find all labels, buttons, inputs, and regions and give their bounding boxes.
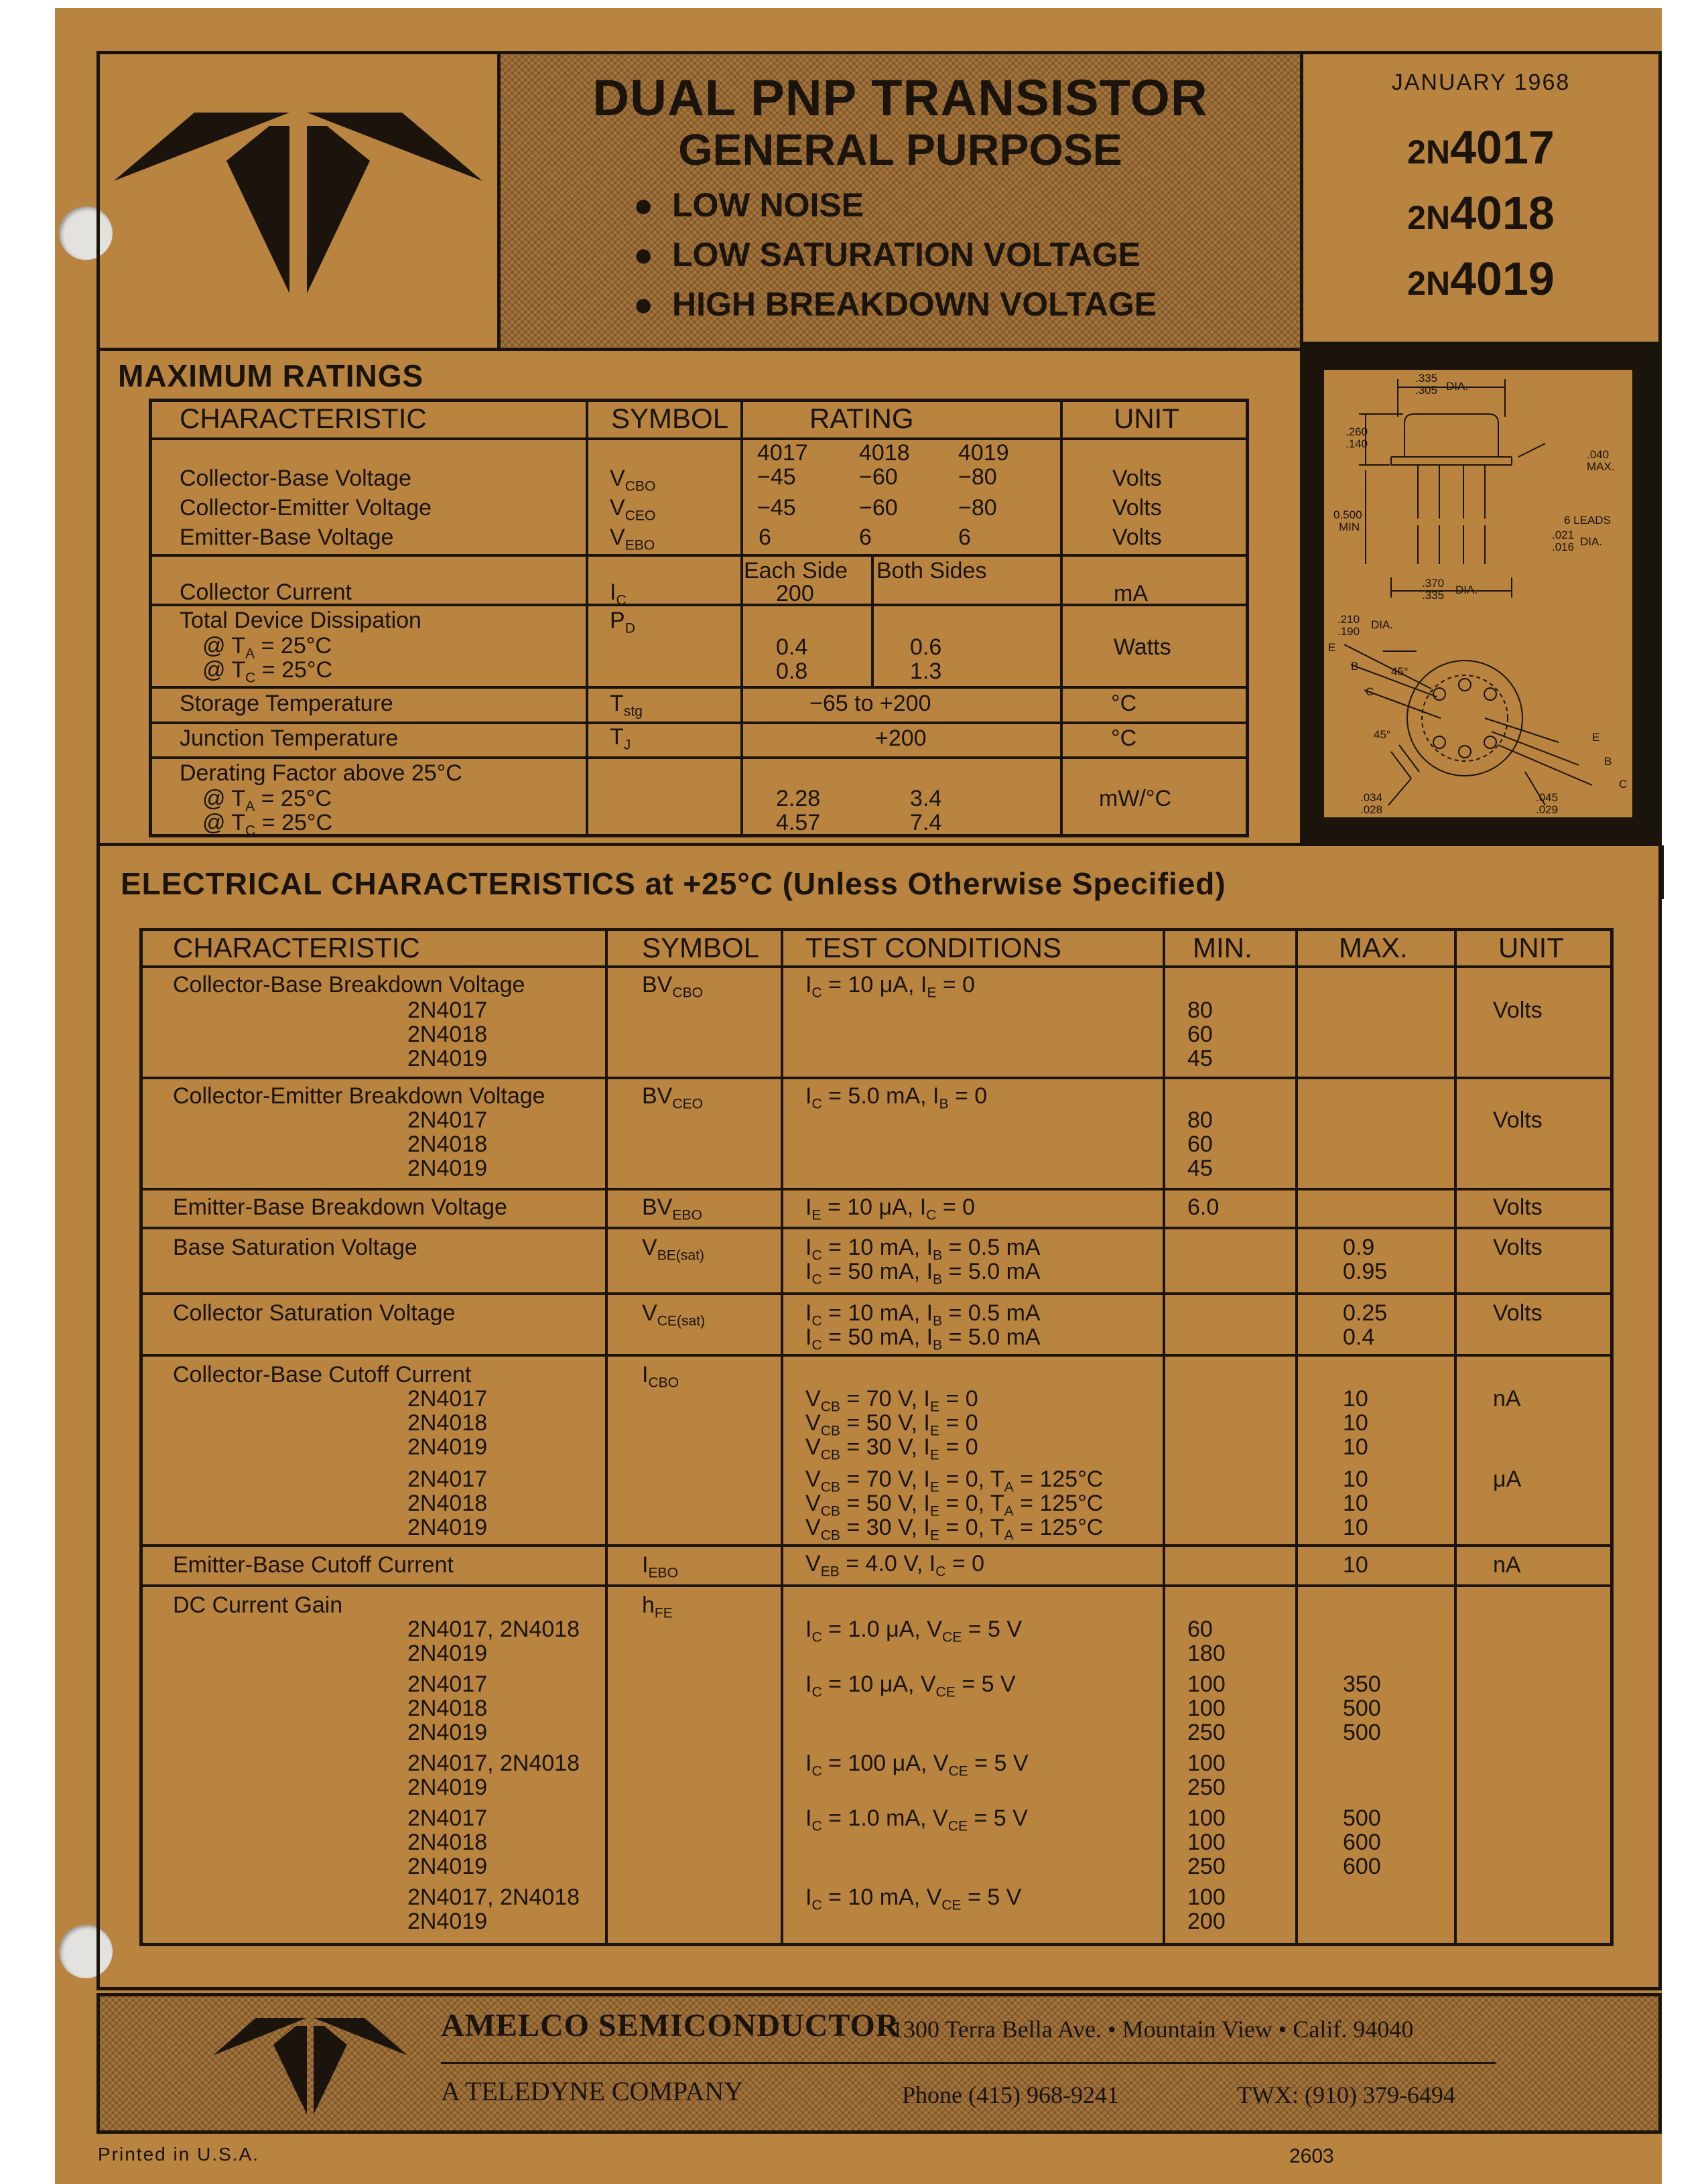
pkg-max-label: MAX.: [1587, 460, 1615, 473]
teledyne-logo: [114, 107, 482, 295]
ec-icbo-max-4: 10: [1343, 1466, 1368, 1492]
ec-vcesat-unit: Volts: [1493, 1300, 1543, 1326]
ec-iebo-symbol: $I_{EBO}$: [642, 1552, 678, 1581]
ec-icbo-unit-1: nA: [1493, 1386, 1521, 1412]
mr-ic-value: 200: [776, 581, 814, 606]
pkg-dim-bc: .210: [1337, 613, 1360, 626]
ec-bvebo-label: Emitter-Base Breakdown Voltage: [173, 1195, 507, 1220]
ec-icbo-part-3: 2N4019: [407, 1434, 488, 1460]
pkg-min-len: 0.500: [1333, 508, 1362, 521]
mr-col-4019: 4019: [958, 440, 1009, 466]
main-title: DUAL PNP TRANSISTOR: [592, 70, 1208, 127]
ec-bvcbo-label: Collector-Base Breakdown Voltage: [173, 972, 525, 998]
ec-hfe-max-4: 500: [1343, 1805, 1381, 1831]
punch-hole-bottom: [59, 1925, 113, 1978]
ec-icbo-max-1: 10: [1343, 1386, 1368, 1412]
ec-hfe-part-6: 2N4017, 2N4018: [407, 1751, 580, 1776]
footer-company: AMELCO SEMICONDUCTOR: [441, 2008, 900, 2043]
ec-hfe-part-9: 2N4018: [407, 1830, 488, 1855]
ec-iebo-max: 10: [1343, 1552, 1368, 1578]
ec-hfe-max-5: 600: [1343, 1830, 1381, 1855]
mr-pd-both-ta: 0.6: [910, 634, 942, 660]
ec-bvcbo-min-2: 60: [1187, 1022, 1213, 1047]
part-number-2: 2N4018: [1407, 187, 1555, 239]
pkg-dim-h1: .260: [1346, 425, 1368, 438]
mr-header-symbol: SYMBOL: [611, 403, 729, 434]
feature-3: ● HIGH BREAKDOWN VOLTAGE: [633, 285, 1157, 323]
ec-vcesat-cond-2: $I_C = 50$ mA, $I_B = 5.0$ mA: [805, 1324, 1041, 1353]
mr-pd-cond-tc: @ $T_C = 25^\circ C$: [202, 657, 333, 686]
mr-derating-each-ta: 2.28: [776, 786, 821, 811]
ec-hfe-cond-5: $I_C = 10$ mA, $V_{CE} = 5$ V: [805, 1885, 1022, 1913]
ec-hfe-max-1: 350: [1343, 1671, 1381, 1697]
ec-icbo-cond-1: $V_{CB} = 70$ V, $I_E = 0$: [805, 1386, 978, 1415]
ec-hfe-min-12: 200: [1187, 1909, 1226, 1934]
mr-tj-unit: °C: [1111, 726, 1137, 751]
pkg-pin-c1: C: [1366, 685, 1374, 698]
issue-date: JANUARY 1968: [1391, 70, 1571, 95]
mr-vcbo-unit: Volts: [1112, 466, 1162, 491]
ec-vbesat-symbol: $V_{BE(sat)}$: [642, 1235, 704, 1264]
ec-header-max: MAX.: [1339, 932, 1408, 963]
mr-tstg-label: Storage Temperature: [180, 691, 393, 716]
ec-bvcbo-min-3: 45: [1187, 1046, 1213, 1071]
mr-header-characteristic: CHARACTERISTIC: [180, 403, 427, 434]
ec-icbo-max-5: 10: [1343, 1491, 1368, 1516]
package-drawing: [1324, 370, 1632, 817]
pkg-dim-d1b: .305: [1415, 384, 1438, 397]
pkg-dia-3: DIA.: [1455, 584, 1478, 596]
ec-header-min: MIN.: [1193, 932, 1252, 963]
ec-bvceo-part-1: 2N4017: [407, 1107, 488, 1133]
mr-vceo-label: Collector-Emitter Voltage: [180, 495, 432, 521]
ec-hfe-min-10: 250: [1187, 1854, 1226, 1879]
mr-vebo-label: Emitter-Base Voltage: [180, 525, 394, 550]
ec-bvceo-unit: Volts: [1493, 1107, 1543, 1133]
mr-col-4018: 4018: [859, 440, 910, 466]
part-number-1: 2N4017: [1407, 121, 1555, 174]
ec-hfe-part-10: 2N4019: [407, 1854, 488, 1879]
mr-header-rating: RATING: [809, 403, 914, 434]
ec-bvcbo-cond: $I_C = 10$ μA, $I_E = 0$: [805, 972, 976, 1001]
ec-icbo-cond-6: $V_{CB} = 30$ V, $I_E = 0$, $T_A = 125^\circ C$: [805, 1515, 1104, 1544]
ec-hfe-part-1: 2N4017, 2N4018: [407, 1617, 580, 1642]
ec-hfe-min-7: 250: [1187, 1775, 1226, 1800]
mr-vebo-4017: 6: [759, 525, 771, 550]
mr-col-4017: 4017: [757, 440, 808, 466]
mr-derating-unit: mW/°C: [1099, 786, 1172, 811]
ec-vbesat-cond-2: $I_C = 50$ mA, $I_B = 5.0$ mA: [805, 1259, 1041, 1288]
ec-hfe-min-2: 180: [1187, 1641, 1226, 1666]
pkg-dia-2: DIA.: [1580, 535, 1603, 548]
ec-vcesat-symbol: $V_{CE(sat)}$: [642, 1300, 706, 1329]
printed-note: Printed in U.S.A.: [98, 2144, 259, 2165]
ec-bvceo-min-1: 80: [1187, 1107, 1213, 1133]
pkg-pin-c2: C: [1619, 778, 1628, 791]
ec-icbo-cond-2: $V_{CB} = 50$ V, $I_E = 0$: [805, 1410, 978, 1439]
mr-pd-label: Total Device Dissipation: [180, 608, 421, 633]
pkg-tab1: .034: [1360, 791, 1383, 804]
feature-1: ● LOW NOISE: [633, 186, 864, 224]
ec-hfe-cond-4: $I_C = 1.0$ mA, $V_{CE} = 5$ V: [805, 1805, 1028, 1834]
pkg-pin-b2: B: [1604, 755, 1612, 768]
mr-derating-cond-tc: @ $T_C = 25^\circ C$: [202, 810, 333, 839]
ec-icbo-unit-2: μA: [1493, 1466, 1522, 1492]
pkg-lead-db: .016: [1552, 541, 1575, 553]
mr-derating-each-tc: 4.57: [776, 810, 821, 835]
ec-icbo-max-3: 10: [1343, 1434, 1368, 1460]
ec-icbo-part-2: 2N4018: [407, 1410, 488, 1436]
electrical-table: [139, 928, 1614, 1946]
ec-bvebo-min: 6.0: [1187, 1195, 1220, 1220]
pkg-angle-1: 45°: [1391, 665, 1409, 678]
pkg-dim-d1: .335: [1415, 372, 1438, 385]
ec-iebo-label: Emitter-Base Cutoff Current: [173, 1552, 454, 1578]
ec-bvebo-cond: $I_E = 10$ μA, $I_C = 0$: [805, 1195, 976, 1223]
ec-vcesat-cond-1: $I_C = 10$ mA, $I_B = 0.5$ mA: [805, 1300, 1041, 1329]
pkg-tab2: .045: [1536, 791, 1559, 804]
pkg-tab2b: .029: [1536, 803, 1559, 816]
ec-hfe-min-9: 100: [1187, 1830, 1226, 1855]
footer-logo: [213, 2015, 407, 2116]
ec-vbesat-unit: Volts: [1493, 1235, 1543, 1260]
mr-vcbo-symbol: $V_{CBO}$: [610, 466, 656, 494]
pkg-dim-d2b: .335: [1422, 589, 1445, 602]
ec-icbo-part-6: 2N4019: [407, 1515, 488, 1540]
ec-bvcbo-min-1: 80: [1187, 998, 1213, 1023]
ec-header-unit: UNIT: [1498, 932, 1564, 963]
ec-vbesat-max-1: 0.9: [1343, 1235, 1375, 1260]
ec-header-test: TEST CONDITIONS: [805, 932, 1061, 963]
pkg-pin-b1: B: [1351, 660, 1359, 673]
ec-hfe-part-7: 2N4019: [407, 1775, 488, 1800]
ec-bvebo-unit: Volts: [1493, 1195, 1543, 1220]
ec-bvceo-part-3: 2N4019: [407, 1156, 488, 1181]
mr-vebo-symbol: $V_{EBO}$: [610, 525, 655, 553]
pkg-dim-h1b: .140: [1346, 437, 1368, 450]
document-code: 2603: [1289, 2145, 1334, 2167]
mr-derating-label: Derating Factor above 25°C: [180, 760, 462, 786]
pkg-leads: 6 LEADS: [1564, 514, 1611, 527]
mr-tstg-unit: °C: [1111, 691, 1137, 716]
pkg-pin-e1: E: [1328, 641, 1336, 654]
ec-bvceo-symbol: $BV_{CEO}$: [642, 1083, 704, 1112]
ec-bvceo-min-2: 60: [1187, 1132, 1213, 1157]
ec-vcesat-max-1: 0.25: [1343, 1300, 1388, 1326]
ec-header-characteristic: CHARACTERISTIC: [173, 932, 420, 963]
ec-hfe-part-2: 2N4019: [407, 1641, 488, 1666]
footer-phone: Phone (415) 968-9241: [902, 2081, 1119, 2108]
ec-hfe-min-6: 100: [1187, 1751, 1226, 1776]
ec-hfe-max-2: 500: [1343, 1696, 1381, 1721]
ec-vcesat-max-2: 0.4: [1343, 1324, 1375, 1350]
ec-bvceo-cond: $I_C = 5.0$ mA, $I_B = 0$: [805, 1083, 988, 1112]
mr-vceo-4019: −80: [958, 495, 997, 521]
part-number-3: 2N4019: [1407, 253, 1555, 305]
ec-hfe-min-8: 100: [1187, 1805, 1226, 1831]
ec-icbo-cond-5: $V_{CB} = 50$ V, $I_E = 0$, $T_A = 125^\circ C$: [805, 1491, 1104, 1519]
ec-hfe-part-11: 2N4017, 2N4018: [407, 1885, 580, 1910]
mr-ic-symbol: $I_C$: [610, 579, 627, 608]
mr-tj-value: +200: [875, 726, 927, 751]
ec-bvcbo-unit: Volts: [1493, 998, 1543, 1023]
mr-vcbo-label: Collector-Base Voltage: [180, 466, 411, 491]
ec-bvcbo-part-3: 2N4019: [407, 1046, 488, 1071]
ec-hfe-part-5: 2N4019: [407, 1720, 488, 1745]
title-block: [501, 54, 1300, 348]
ec-hfe-cond-1: $I_C = 1.0$ μA, $V_{CE} = 5$ V: [805, 1617, 1023, 1645]
pkg-dia-1: DIA.: [1446, 380, 1469, 393]
pkg-min-label: MIN: [1339, 521, 1360, 533]
ec-hfe-min-1: 60: [1187, 1617, 1213, 1642]
mr-pd-both-tc: 1.3: [910, 659, 942, 684]
pkg-dim-bcb: .190: [1337, 625, 1360, 638]
mr-pd-cond-ta: @ $T_A = 25^\circ C$: [202, 633, 332, 662]
ec-bvcbo-symbol: $BV_{CBO}$: [642, 972, 704, 1001]
mr-vceo-symbol: $V_{CEO}$: [610, 495, 656, 524]
mr-each-side: Each Side: [744, 558, 848, 584]
max-ratings-table: [149, 399, 1249, 837]
mr-ic-label: Collector Current: [180, 579, 352, 605]
mr-vcbo-4017: −45: [757, 464, 796, 490]
ec-icbo-symbol: $I_{CBO}$: [642, 1362, 679, 1391]
ec-hfe-cond-2: $I_C = 10$ μA, $V_{CE} = 5$ V: [805, 1671, 1016, 1700]
pkg-lead-d: .021: [1552, 529, 1575, 541]
mr-both-sides: Both Sides: [876, 558, 987, 584]
mr-tj-symbol: $T_J$: [610, 724, 631, 753]
mr-vceo-unit: Volts: [1112, 495, 1162, 521]
ec-bvceo-part-2: 2N4018: [407, 1132, 488, 1157]
mr-pd-unit: Watts: [1114, 634, 1171, 660]
ec-iebo-cond: $V_{EB} = 4.0$ V, $I_C = 0$: [805, 1551, 985, 1580]
footer-twx: TWX: (910) 379-6494: [1237, 2081, 1455, 2108]
ec-vcesat-label: Collector Saturation Voltage: [173, 1300, 456, 1326]
mr-derating-both-ta: 3.4: [910, 786, 942, 811]
mr-tj-label: Junction Temperature: [180, 726, 399, 751]
footer-subtitle: A TELEDYNE COMPANY: [441, 2076, 744, 2106]
ec-icbo-max-2: 10: [1343, 1410, 1368, 1436]
mr-derating-cond-ta: @ $T_A = 25^\circ C$: [202, 786, 332, 815]
electrical-title: ELECTRICAL CHARACTERISTICS at +25°C (Unless Otherwise Specified): [121, 866, 1226, 901]
pkg-pin-e2: E: [1592, 731, 1600, 744]
ec-bvceo-label: Collector-Emitter Breakdown Voltage: [173, 1083, 545, 1109]
ec-hfe-cond-3: $I_C = 100$ μA, $V_{CE} = 5$ V: [805, 1751, 1029, 1779]
ec-icbo-part-4: 2N4017: [407, 1466, 488, 1492]
max-ratings-title: MAXIMUM RATINGS: [118, 358, 424, 393]
mr-pd-each-tc: 0.8: [776, 659, 808, 684]
ec-icbo-part-5: 2N4018: [407, 1491, 488, 1516]
mr-tstg-symbol: $T_{stg}$: [610, 691, 643, 720]
pkg-tab1b: .028: [1360, 803, 1383, 816]
ec-bvceo-min-3: 45: [1187, 1156, 1213, 1181]
ec-vbesat-cond-1: $I_C = 10$ mA, $I_B = 0.5$ mA: [805, 1235, 1041, 1264]
footer-address: 1300 Terra Bella Ave. • Mountain View • Calif. 94040: [891, 2016, 1414, 2043]
pkg-angle-2: 45°: [1374, 728, 1391, 741]
mr-tstg-value: −65 to +200: [809, 691, 931, 716]
ec-header-symbol: SYMBOL: [642, 932, 760, 963]
pkg-dim-d2: .370: [1422, 577, 1445, 590]
mr-pd-each-ta: 0.4: [776, 634, 808, 660]
mr-vebo-unit: Volts: [1112, 525, 1162, 550]
sub-title: GENERAL PURPOSE: [678, 125, 1122, 174]
ec-hfe-part-8: 2N4017: [407, 1805, 488, 1831]
ec-hfe-max-6: 600: [1343, 1854, 1381, 1879]
pkg-lead-max: .040: [1587, 448, 1610, 461]
ec-vbesat-label: Base Saturation Voltage: [173, 1235, 417, 1260]
ec-hfe-min-4: 100: [1187, 1696, 1226, 1721]
ec-iebo-unit: nA: [1493, 1552, 1521, 1578]
ec-hfe-max-3: 500: [1343, 1720, 1381, 1745]
ec-icbo-max-6: 10: [1343, 1515, 1368, 1540]
ec-bvcbo-part-2: 2N4018: [407, 1022, 488, 1047]
ec-vbesat-max-2: 0.95: [1343, 1259, 1388, 1284]
mr-vcbo-4018: −60: [859, 464, 898, 490]
mr-pd-symbol: $P_D$: [610, 608, 635, 636]
mr-vebo-4019: 6: [958, 525, 971, 550]
feature-2: ● LOW SATURATION VOLTAGE: [633, 236, 1140, 273]
ec-hfe-part-12: 2N4019: [407, 1909, 488, 1934]
ec-hfe-min-5: 250: [1187, 1720, 1226, 1745]
ec-bvebo-symbol: $BV_{EBO}$: [642, 1195, 702, 1223]
ec-hfe-label: DC Current Gain: [173, 1592, 343, 1618]
ec-icbo-part-1: 2N4017: [407, 1386, 488, 1412]
ec-bvcbo-part-1: 2N4017: [407, 998, 488, 1023]
ec-hfe-symbol: $h_{FE}$: [642, 1592, 673, 1621]
mr-derating-both-tc: 7.4: [910, 810, 942, 835]
ec-icbo-cond-4: $V_{CB} = 70$ V, $I_E = 0$, $T_A = 125^\circ C$: [805, 1466, 1104, 1495]
ec-hfe-part-3: 2N4017: [407, 1671, 488, 1697]
ec-hfe-part-4: 2N4018: [407, 1696, 488, 1721]
mr-ic-unit: mA: [1114, 581, 1148, 606]
mr-vebo-4018: 6: [859, 525, 872, 550]
ec-hfe-min-3: 100: [1187, 1671, 1226, 1697]
pkg-dia-4: DIA.: [1371, 618, 1394, 631]
mr-header-unit: UNIT: [1114, 403, 1179, 434]
mr-vceo-4018: −60: [859, 495, 898, 521]
mr-vceo-4017: −45: [757, 495, 796, 521]
ec-hfe-min-11: 100: [1187, 1885, 1226, 1910]
ec-icbo-label: Collector-Base Cutoff Current: [173, 1362, 472, 1387]
ec-icbo-cond-3: $V_{CB} = 30$ V, $I_E = 0$: [805, 1434, 978, 1463]
mr-vcbo-4019: −80: [958, 464, 997, 490]
